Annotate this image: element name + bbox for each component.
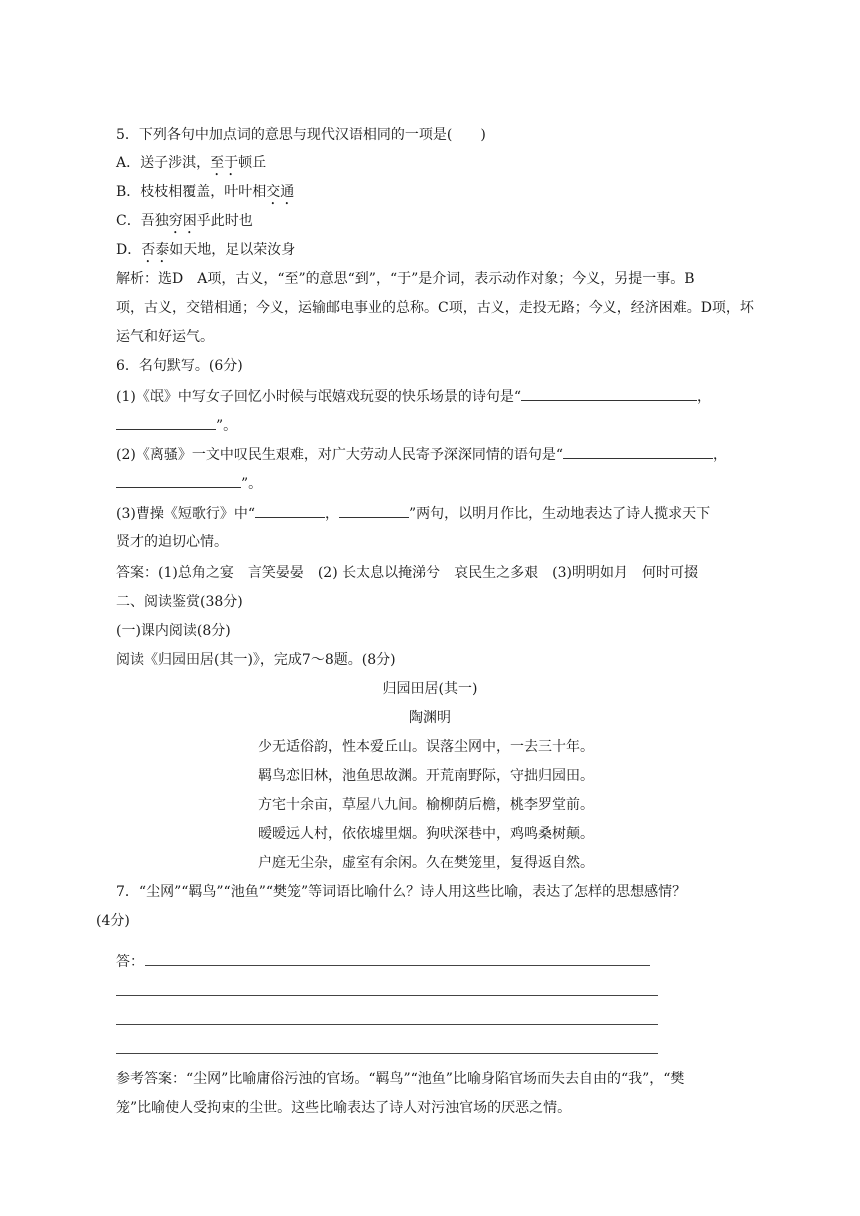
q7-stem-line-2: (4分) bbox=[96, 913, 130, 929]
poem-line: 户庭无尘杂，虚室有余闲。久在樊笼里，复得返自然。 bbox=[258, 855, 594, 871]
q6-blank-3a[interactable] bbox=[255, 503, 325, 518]
q6-item-3-rest: ”两句，以明月作比，生动地表达了诗人揽求天下 bbox=[409, 506, 711, 522]
q5-option-c-pre: C．吾独 bbox=[116, 213, 169, 229]
q5-option-d-post: 如天地，足以荣汝身 bbox=[169, 242, 296, 258]
q5-analysis-line-3: 运气和好运气。 bbox=[116, 329, 214, 345]
poem-line: 暧暧远人村，依依墟里烟。狗吠深巷中，鸡鸣桑树颠。 bbox=[258, 826, 594, 842]
q6-item-2-line-1 bbox=[116, 444, 727, 465]
q6-item-1-text: (1)《氓》中写女子回忆小时候与氓嬉戏玩耍的快乐场景的诗句是“ bbox=[116, 389, 521, 405]
q6-item-1-line-2 bbox=[116, 415, 237, 436]
q7-reference-line-2: 笼”比喻使人受拘束的尘世。这些比喻表达了诗人对污浊官场的厌恶之情。 bbox=[116, 1100, 572, 1116]
q6-item-3-text: (3)曹操《短歌行》中“ bbox=[116, 506, 255, 522]
section-2-subtitle: (一)课内阅读(8分) bbox=[116, 623, 231, 639]
answer-line[interactable] bbox=[116, 1024, 658, 1025]
q5-option-d-dotted: 否泰 bbox=[141, 242, 170, 258]
q5-option-d-pre: D． bbox=[116, 242, 142, 258]
q5-stem: 5．下列各句中加点词的意思与现代汉语相同的一项是( ) bbox=[116, 127, 486, 143]
q6-stem: 6．名句默写。(6分) bbox=[116, 358, 243, 374]
section-2-title: 二、阅读鉴赏(38分) bbox=[116, 594, 243, 610]
q6-item-2-comma: ， bbox=[713, 447, 727, 463]
q5-option-c-dotted: 穷困 bbox=[168, 213, 197, 229]
q6-item-1-line-1 bbox=[116, 386, 711, 407]
q5-option-b-pre: B．枝枝相覆盖，叶叶相 bbox=[116, 184, 267, 200]
q5-analysis-line-1: 解析：选D A项，古义，“至”的意思“到”，“于”是介词，表示动作对象；今义，另提一事。B bbox=[116, 271, 695, 287]
q6-blank-3b[interactable] bbox=[339, 503, 409, 518]
q5-analysis-line-2: 项，古义，交错相通；今义，运输邮电事业的总称。C项，古义，走投无路；今义，经济困难。D项，坏 bbox=[116, 300, 754, 316]
q7-reference-line-1: 参考答案：“尘网”比喻庸俗污浊的官场。“羁鸟”“池鱼”比喻身陷官场而失去自由的“我”，“樊 bbox=[116, 1071, 685, 1087]
q6-blank-2b[interactable] bbox=[116, 473, 241, 488]
q6-blank-1b[interactable] bbox=[116, 415, 216, 430]
q6-item-3-line-2: 贤才的迫切心情。 bbox=[116, 534, 228, 550]
poem-line: 羁鸟恋旧林，池鱼思故渊。开荒南野际，守拙归园田。 bbox=[258, 768, 594, 784]
poem-line: 方宅十余亩，草屋八九间。榆柳荫后檐，桃李罗堂前。 bbox=[258, 797, 594, 813]
q5-option-a-pre: A．送子涉淇， bbox=[116, 155, 211, 171]
q6-answer: 答案：(1)总角之宴 言笑晏晏 (2) 长太息以掩涕兮 哀民生之多艰 (3)明明如月 何时可掇 bbox=[116, 565, 698, 581]
q6-item-1-close: ”。 bbox=[216, 418, 238, 434]
section-2-intro: 阅读《归园田居(其一)》，完成7～8题。(8分) bbox=[116, 652, 396, 668]
q6-blank-2a[interactable] bbox=[563, 444, 713, 459]
q5-option-b-dotted: 交通 bbox=[266, 184, 295, 200]
answer-line[interactable] bbox=[116, 1053, 658, 1054]
q6-item-2-close: ”。 bbox=[241, 476, 263, 492]
q6-blank-1a[interactable] bbox=[521, 386, 697, 401]
q5-option-c bbox=[116, 211, 253, 237]
q6-item-3-comma: ， bbox=[325, 506, 339, 522]
q5-option-a bbox=[116, 153, 266, 179]
answer-line[interactable] bbox=[145, 965, 650, 966]
q5-option-a-dotted: 至于 bbox=[210, 155, 239, 171]
q5-option-d bbox=[116, 240, 295, 266]
q6-item-3-line-1 bbox=[116, 503, 710, 524]
poem-author: 陶渊明 bbox=[409, 710, 451, 726]
q5-option-c-post: 乎此时也 bbox=[196, 213, 253, 229]
q7-stem-line-1: 7．“尘网”“羁鸟”“池鱼”“樊笼”等词语比喻什么？诗人用这些比喻，表达了怎样的思想感情？ bbox=[116, 884, 687, 900]
q6-item-2-line-2 bbox=[116, 473, 262, 494]
q7-answer-label: 答： bbox=[116, 954, 144, 970]
q5-option-a-post: 顿丘 bbox=[238, 155, 267, 171]
answer-line[interactable] bbox=[116, 995, 658, 996]
poem-line: 少无适俗韵，性本爱丘山。误落尘网中，一去三十年。 bbox=[258, 739, 594, 755]
q6-item-2-text: (2)《离骚》一文中叹民生艰难，对广大劳动人民寄予深深同情的语句是“ bbox=[116, 447, 563, 463]
poem-title: 归园田居(其一) bbox=[382, 681, 478, 697]
q5-option-b bbox=[116, 182, 294, 208]
q6-item-1-comma: ， bbox=[697, 389, 711, 405]
